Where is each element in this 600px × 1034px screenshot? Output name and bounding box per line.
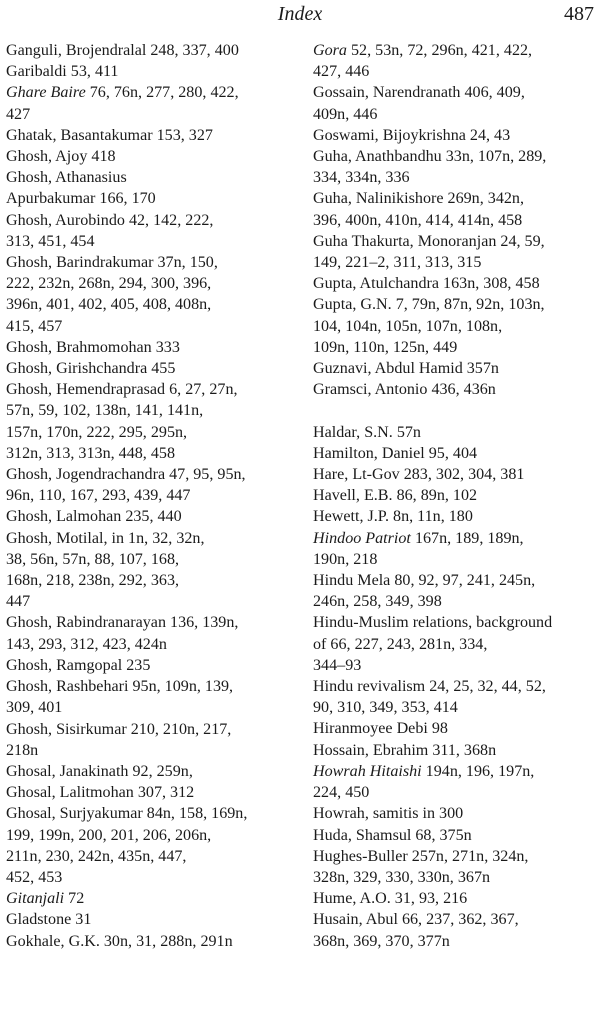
index-entry-text: 211n, 230, 242n, 435n, 447, [6,847,187,865]
index-entry-line [313,231,598,252]
index-entry-text: 447 [6,593,31,611]
index-entry [313,231,598,273]
index-entry-line [313,379,598,400]
index-entry-text: 344–93 [313,656,362,674]
index-entry-text: 199, 199n, 200, 201, 206, 206n, [6,826,212,844]
index-entry-text: Hume, A.O. 31, 93, 216 [313,890,468,908]
index-entry [6,146,294,167]
index-entry-line [6,379,294,400]
index-entry-line [313,294,598,315]
index-entry-text: 157n, 170n, 222, 295, 295n, [6,423,188,441]
index-entry-line [313,888,598,909]
index-entry-line [6,888,294,909]
index-entry [6,40,294,61]
index-entry-line [313,273,598,294]
index-entry [313,888,598,909]
index-entry-line [6,909,294,930]
index-entry [313,761,598,803]
index-entry-continuation [313,316,598,337]
index-entry-line [313,146,598,167]
index-entry-text: 218n [6,741,39,759]
running-head-title: Index [277,3,323,25]
index-entry-text: Gokhale, G.K. 30n, 31, 288n, 291n [6,932,233,950]
index-entry-text: Hossain, Ebrahim 311, 368n [313,741,497,759]
index-entry-text: Ghosh, Ramgopal 235 [6,656,151,674]
index-entry [6,82,294,124]
index-entry-line [313,740,598,761]
index-entry [6,167,294,209]
index-entry-line [6,40,294,61]
index-entry-continuation [6,400,294,421]
index-entry [313,909,598,951]
index-entry-text: Hewett, J.P. 8n, 11n, 180 [313,508,473,526]
index-entry-line [6,167,294,188]
index-entry-text: 427 [6,105,31,123]
index-entry [6,909,294,930]
index-entry-text: Husain, Abul 66, 237, 362, 367, [313,911,519,929]
index-entry-text: Ghosh, Jogendrachandra 47, 95, 95n, [6,466,246,484]
index-entry-continuation [313,697,598,718]
index-entry [6,464,294,506]
index-entry-text: Ghosal, Lalitmohan 307, 312 [6,784,195,802]
index-entry [313,379,598,400]
index-entry-text: 312n, 313, 313n, 448, 458 [6,444,175,462]
index-entry-line [313,909,598,930]
index-entry-text: Ghosh, Athanasius [6,169,127,187]
index-entry-text: 409n, 446 [313,105,378,123]
page-number: 487 [564,3,594,25]
index-entry-continuation [313,782,598,803]
index-entry-text: Garibaldi 53, 411 [6,63,119,81]
index-entry-continuation [6,549,294,570]
index-entry-text: Ghatak, Basantakumar 153, 327 [6,126,213,144]
index-entry [6,528,294,613]
index-entry-text: 427, 446 [313,63,370,81]
index-entry [6,612,294,654]
index-entry [6,931,294,952]
index-entry-line [313,82,598,103]
index-entry [313,846,598,888]
index-entry [313,718,598,739]
index-entry-text: Ghosh, Rabindranarayan 136, 139n, [6,614,239,632]
index-entry-text: Gramsci, Antonio 436, 436n [313,381,496,399]
index-entry-line [6,528,294,549]
index-entry-line [6,676,294,697]
index-entry-text: Howrah, samitis in 300 [313,805,464,823]
index-entry-line [313,358,598,379]
page-header [0,0,600,30]
index-entry-text: 396, 400n, 410n, 414, 414n, 458 [313,211,523,229]
index-entry-continuation [313,655,598,676]
index-entry [313,82,598,124]
index-entry-line [313,422,598,443]
index-entry-continuation [6,825,294,846]
index-entry-line [6,782,294,803]
index-entry-text: Hindu revivalism 24, 25, 32, 44, 52, [313,678,546,696]
index-entry-continuation [313,61,598,82]
index-entry-continuation [6,316,294,337]
index-entry-text: Ghosh, Lalmohan 235, 440 [6,508,182,526]
index-entry-continuation [6,570,294,591]
index-entry [6,803,294,888]
index-entry-text: 396n, 401, 402, 405, 408, 408n, [6,296,212,314]
index-entry-continuation [6,294,294,315]
index-entry-text: 96n, 110, 167, 293, 439, 447 [6,487,191,505]
index-entry [313,146,598,188]
index-entry-line [6,761,294,782]
index-entry [313,528,598,570]
index-entry [313,40,598,82]
index-entry-line [313,846,598,867]
index-entry-continuation [6,740,294,761]
index-entry-text: Gossain, Narendranath 406, 409, [313,84,525,102]
index-entry-text: Guznavi, Abdul Hamid 357n [313,360,499,378]
index-entry-line [313,803,598,824]
index-entry-line [6,719,294,740]
index-column-right [313,40,598,952]
index-entry-continuation [313,931,598,952]
index-entry-text: 328n, 329, 330, 330n, 367n [313,868,491,886]
index-entry-continuation [313,104,598,125]
index-entry-line [6,337,294,358]
index-entry-text: 415, 457 [6,317,63,335]
index-entry-continuation [6,273,294,294]
index-entry [313,188,598,230]
index-entry-continuation [313,210,598,231]
letter-section-gap [313,400,598,421]
index-entry-text: Ganguli, Brojendralal 248, 337, 400 [6,42,239,59]
index-entry-text: Guha, Nalinikishore 269n, 342n, [313,190,524,208]
index-entry-line [313,528,598,549]
index-entry [6,125,294,146]
index-entry-title-italic: Howrah Hitaishi [313,762,422,780]
index-entry-title-italic: Gora [313,42,347,59]
index-entry-line [6,146,294,167]
index-entry-line [6,655,294,676]
index-entry-continuation [6,867,294,888]
index-entry-text: 76, 76n, 277, 280, 422, [85,84,239,102]
index-entry-text: of 66, 227, 243, 281n, 334, [313,635,488,653]
index-entry-continuation [6,422,294,443]
index-entry-text: Hiranmoyee Debi 98 [313,720,448,738]
index-entry-continuation [313,591,598,612]
index-entry [313,825,598,846]
index-entry-line [6,125,294,146]
index-entry-line [313,761,598,782]
index-entry-line [313,188,598,209]
index-entry-text: Guha Thakurta, Monoranjan 24, 59, [313,232,545,250]
index-entry-line [6,61,294,82]
index-entry-text: Hamilton, Daniel 95, 404 [313,444,478,462]
index-entry [6,655,294,676]
index-entry [313,273,598,294]
index-entry [6,761,294,782]
index-column-left [6,40,294,952]
index-entry-continuation [6,443,294,464]
index-entry-text: Ghosh, Barindrakumar 37n, 150, [6,254,218,272]
index-entry-text: 194n, 196, 197n, [421,762,535,780]
index-entry-continuation [313,549,598,570]
index-entry-text: 104, 104n, 105n, 107n, 108n, [313,317,503,335]
index-entry-line [313,443,598,464]
index-entry-text: 190n, 218 [313,550,378,568]
index-entry-text: 334, 334n, 336 [313,169,410,187]
index-entry [6,506,294,527]
index-entry-line [6,506,294,527]
index-entry-continuation [6,231,294,252]
index-entry-continuation [313,167,598,188]
index-entry [6,676,294,718]
index-entry-text: Guha, Anathbandhu 33n, 107n, 289, [313,148,547,166]
index-entry-text: Ghosh, Brahmomohan 333 [6,338,180,356]
index-entry-line [313,506,598,527]
index-entry-text: Ghosal, Surjyakumar 84n, 158, 169n, [6,805,248,823]
index-entry-line [313,485,598,506]
index-entry-text: Ghosh, Girishchandra 455 [6,360,176,378]
index-entry [6,210,294,252]
index-entry-continuation [6,104,294,125]
index-entry-continuation [6,634,294,655]
index-entry-text: Ghosh, Ajoy 418 [6,148,116,166]
index-entry-line [6,464,294,485]
index-entry-text: 368n, 369, 370, 377n [313,932,450,950]
index-entry-text: 52, 53n, 72, 296n, 421, 422, [346,42,533,59]
index-entry [313,570,598,612]
index-entry [6,719,294,761]
index-entry-text: Ghosh, Motilal, in 1n, 32, 32n, [6,529,205,547]
index-entry [6,252,294,337]
index-entry [6,358,294,379]
index-entry-continuation [6,697,294,718]
index-entry-text: 57n, 59, 102, 138n, 141, 141n, [6,402,204,420]
index-entry [6,782,294,803]
index-entry-title-italic: Hindoo Patriot [313,529,411,547]
index-entry [6,61,294,82]
index-entry-text: Ghosal, Janakinath 92, 259n, [6,762,193,780]
index-entry-line [313,40,598,61]
index-entry-line [313,570,598,591]
index-entry [313,294,598,358]
index-entry-text: 109n, 110n, 125n, 449 [313,338,458,356]
index-entry [313,422,598,443]
index-entry-line [313,825,598,846]
index-entry [313,612,598,676]
index-entry-text: Hughes-Buller 257n, 271n, 324n, [313,847,529,865]
index-entry-text: 38, 56n, 57n, 88, 107, 168, [6,550,180,568]
index-entry-text: Havell, E.B. 86, 89n, 102 [313,487,478,505]
index-entry-text: 224, 450 [313,784,370,802]
index-entry-line [313,718,598,739]
index-entry-line [6,612,294,633]
index-entry-text: Goswami, Bijoykrishna 24, 43 [313,126,511,144]
index-entry-text: Apurbakumar 166, 170 [6,190,156,208]
index-entry-title-italic: Ghare Baire [6,84,86,102]
index-entry [313,676,598,718]
index-entry-line [6,803,294,824]
index-entry-text: Ghosh, Rashbehari 95n, 109n, 139, [6,678,234,696]
index-entry-text: 222, 232n, 268n, 294, 300, 396, [6,275,212,293]
index-entry-text: Ghosh, Hemendraprasad 6, 27, 27n, [6,381,238,399]
index-entry [313,803,598,824]
index-entry-line [6,931,294,952]
index-entry [313,443,598,464]
index-entry [6,888,294,909]
index-entry-line [313,612,598,633]
index-entry-continuation [6,485,294,506]
index-entry-text: Hare, Lt-Gov 283, 302, 304, 381 [313,466,525,484]
index-entry-text: 72 [64,890,85,908]
index-entry [313,485,598,506]
index-entry-line [313,676,598,697]
index-entry-text: Hindu Mela 80, 92, 97, 241, 245n, [313,572,536,590]
index-entry-continuation [313,252,598,273]
index-entry [313,464,598,485]
index-entry-text: 452, 453 [6,868,63,886]
index-entry [313,506,598,527]
index-entry [313,125,598,146]
index-entry-text: 90, 310, 349, 353, 414 [313,699,458,717]
index-entry-text: Hindu-Muslim relations, background [313,614,553,632]
index-entry-continuation [6,591,294,612]
index-entry-line [6,210,294,231]
index-entry-text: 167n, 189, 189n, [410,529,524,547]
index-entry-text: 149, 221–2, 311, 313, 315 [313,254,482,272]
index-entry-text: 246n, 258, 349, 398 [313,593,442,611]
index-entry-continuation [313,634,598,655]
index-entry-text: 143, 293, 312, 423, 424n [6,635,167,653]
index-entry-line [6,82,294,103]
index-entry-text: Gupta, Atulchandra 163n, 308, 458 [313,275,540,293]
index-entry-line [6,358,294,379]
index-entry-title-italic: Gitanjali [6,890,65,908]
index-entry-text: Ghosh, Aurobindo 42, 142, 222, [6,211,214,229]
index-entry-line [313,125,598,146]
index-entry-text: 313, 451, 454 [6,232,95,250]
index-entry-text: Haldar, S.N. 57n [313,423,421,441]
index-entry-text: Gupta, G.N. 7, 79n, 87n, 92n, 103n, [313,296,545,314]
index-entry [313,740,598,761]
index-entry-line [313,464,598,485]
index-entry [313,358,598,379]
index-entry [6,337,294,358]
index-entry-continuation [6,188,294,209]
index-entry-text: Ghosh, Sisirkumar 210, 210n, 217, [6,720,232,738]
index-entry-continuation [313,867,598,888]
index-entry-continuation [313,337,598,358]
index-entry-text: 168n, 218, 238n, 292, 363, [6,572,180,590]
index-entry-text: Gladstone 31 [6,911,92,929]
index-entry-line [6,252,294,273]
index-entry-text: 309, 401 [6,699,63,717]
index-entry-continuation [6,846,294,867]
index-entry-text: Huda, Shamsul 68, 375n [313,826,472,844]
index-entry [6,379,294,464]
